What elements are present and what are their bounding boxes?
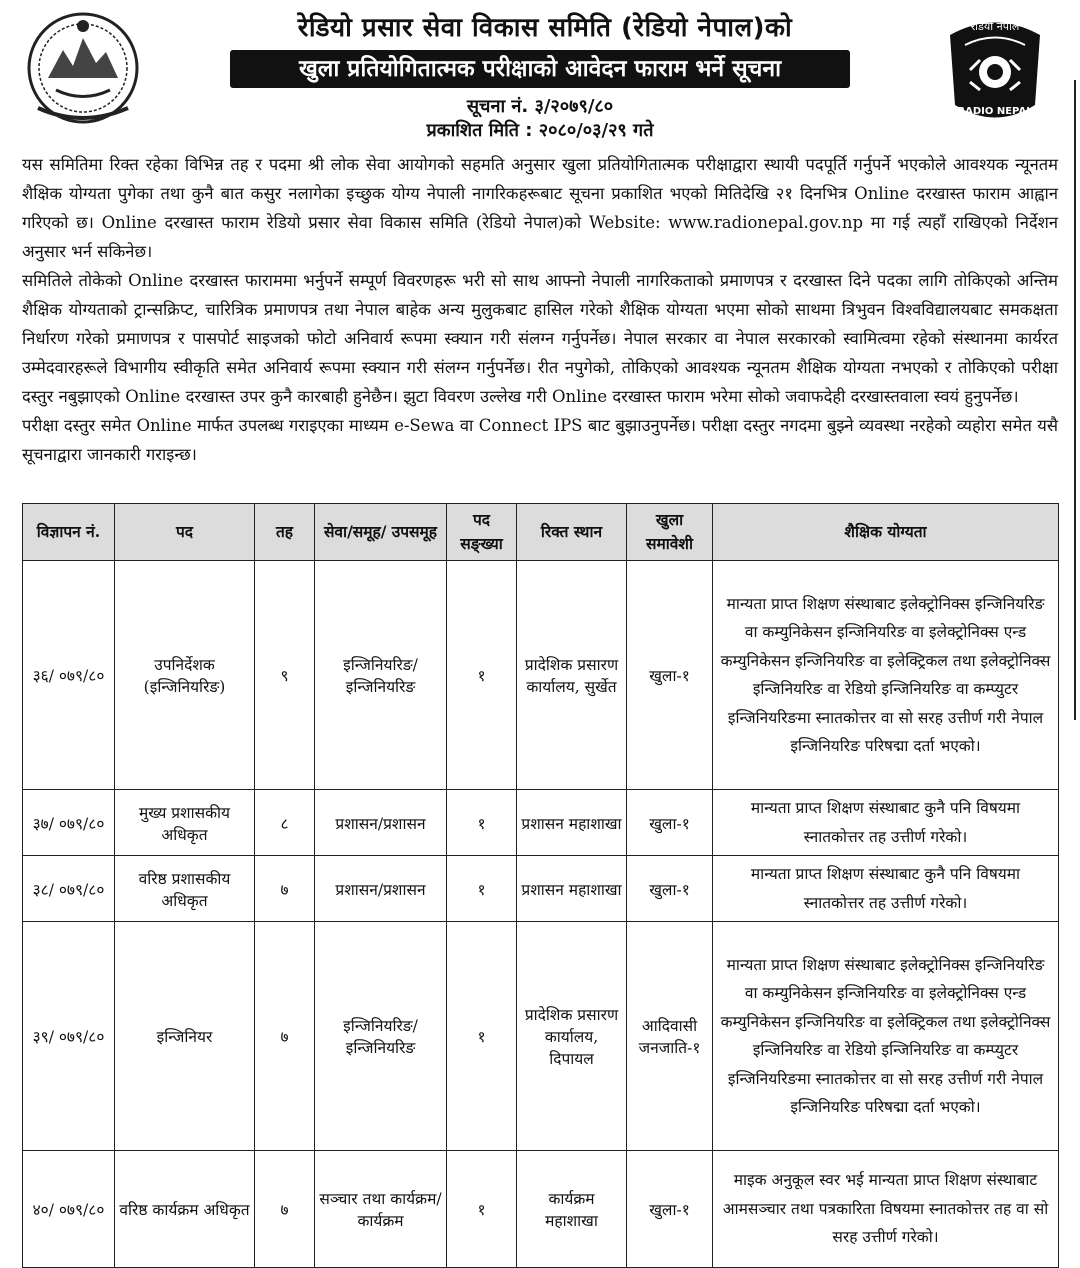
location: कार्यक्रम महाशाखा xyxy=(517,1151,627,1268)
table-row xyxy=(23,561,1059,790)
table-header-row xyxy=(23,504,1059,561)
table-row xyxy=(23,922,1059,1151)
col-post: पद xyxy=(115,504,255,561)
open-inclusive: खुला-१ xyxy=(627,790,713,856)
ad-number: ४०/ ०७९/८० xyxy=(23,1151,115,1268)
col-qualification: शैक्षिक योग्यता xyxy=(713,504,1059,561)
location: प्रशासन महाशाखा xyxy=(517,856,627,922)
qualification: माइक अनुकूल स्वर भई मान्यता प्राप्त शिक्षण संस्थाबाट आमसञ्चार तथा पत्रकारिता विषयमा स्नातकोत्तर तह वा सो सरह उत्तीर्ण गरेको। xyxy=(713,1151,1059,1268)
table-row xyxy=(23,856,1059,922)
ad-number: ३७/ ०७९/८० xyxy=(23,790,115,856)
open-inclusive: खुला-१ xyxy=(627,561,713,790)
notice-number: सूचना नं. ३/२०७९/८० xyxy=(466,96,614,117)
level: ७ xyxy=(255,856,315,922)
notice-title: खुला प्रतियोगितात्मक परीक्षाको आवेदन फाराम भर्ने सूचना xyxy=(230,50,850,88)
qualification: मान्यता प्राप्त शिक्षण संस्थाबाट कुनै पनि विषयमा स्नातकोत्तर तह उत्तीर्ण गरेको। xyxy=(713,790,1059,856)
notice-body xyxy=(22,150,1058,469)
open-inclusive: आदिवासी जनजाति-१ xyxy=(627,922,713,1151)
vacancy-table xyxy=(22,503,1059,1268)
post: वरिष्ठ प्रशासकीय अधिकृत xyxy=(115,856,255,922)
notice-header xyxy=(0,0,1080,150)
level: ७ xyxy=(255,1151,315,1268)
published-date: प्रकाशित मिति : २०८०/०३/२९ गते xyxy=(426,120,654,141)
ad-number: ३८/ ०७९/८० xyxy=(23,856,115,922)
ad-number: ३९/ ०७९/८० xyxy=(23,922,115,1151)
col-location: रिक्त स्थान xyxy=(517,504,627,561)
col-open-inclusive: खुला समावेशी xyxy=(627,504,713,561)
logo-text-bottom: RADIO NEPAL xyxy=(957,106,1033,117)
col-count: पद सङ्ख्या xyxy=(447,504,517,561)
service: सञ्चार तथा कार्यक्रम/ कार्यक्रम xyxy=(315,1151,447,1268)
col-service: सेवा/समूह/ उपसमूह xyxy=(315,504,447,561)
col-ad-number: विज्ञापन नं. xyxy=(23,504,115,561)
table-row xyxy=(23,790,1059,856)
location: प्रादेशिक प्रसारण कार्यालय, सुर्खेत xyxy=(517,561,627,790)
qualification: मान्यता प्राप्त शिक्षण संस्थाबाट कुनै पनि विषयमा स्नातकोत्तर तह उत्तीर्ण गरेको। xyxy=(713,856,1059,922)
location: प्रादेशिक प्रसारण कार्यालय, दिपायल xyxy=(517,922,627,1151)
qualification: मान्यता प्राप्त शिक्षण संस्थाबाट इलेक्ट्रोनिक्स इन्जिनियरिङ वा कम्युनिकेसन इन्जिनियरिङ वा इलेक्ट्रोनिक्स एन्ड कम्युनिकेसन इन्जिनियरिङ वा इलेक्ट्रिकल तथा इलेक्ट्रोनिक्स इन्जिनियरिङ वा रेडियो इन्जिनियरिङ वा कम्प्युटर इन्जिनियरिङमा स्नातकोत्तर वा सो सरह उत्तीर्ण गरी नेपाल इन्जिनियरिङ परिषद्मा दर्ता भएको। xyxy=(713,922,1059,1151)
service: प्रशासन/प्रशासन xyxy=(315,856,447,922)
count: १ xyxy=(447,790,517,856)
ad-number: ३६/ ०७९/८० xyxy=(23,561,115,790)
count: १ xyxy=(447,1151,517,1268)
service: इन्जिनियरिङ/ इन्जिनियरिङ xyxy=(315,922,447,1151)
service: इन्जिनियरिङ/ इन्जिनियरिङ xyxy=(315,561,447,790)
level: ९ xyxy=(255,561,315,790)
qualification: मान्यता प्राप्त शिक्षण संस्थाबाट इलेक्ट्रोनिक्स इन्जिनियरिङ वा कम्युनिकेसन इन्जिनियरिङ वा इलेक्ट्रोनिक्स एन्ड कम्युनिकेसन इन्जिनियरिङ वा इलेक्ट्रिकल तथा इलेक्ट्रोनिक्स इन्जिनियरिङ वा रेडियो इन्जिनियरिङ वा कम्प्युटर इन्जिनियरिङमा स्नातकोत्तर वा सो सरह उत्तीर्ण गरी नेपाल इन्जिनियरिङ परिषद्मा दर्ता भएको। xyxy=(713,561,1059,790)
level: ७ xyxy=(255,922,315,1151)
post: मुख्य प्रशासकीय अधिकृत xyxy=(115,790,255,856)
post: उपनिर्देशक (इन्जिनियरिङ) xyxy=(115,561,255,790)
count: १ xyxy=(447,856,517,922)
table-row xyxy=(23,1151,1059,1268)
open-inclusive: खुला-१ xyxy=(627,1151,713,1268)
org-title: रेडियो प्रसार सेवा विकास समिति (रेडियो नेपाल)को xyxy=(297,13,793,43)
nepal-emblem-icon xyxy=(18,8,148,128)
paragraph-2: समितिले तोकेको Online दरखास्त फाराममा भर्नुपर्ने सम्पूर्ण विवरणहरू भरी सो साथ आफ्नो नेपाली नागरिकताको प्रमाणपत्र र दरखास्त दिने पदका लागि तोकिएको अन्तिम शैक्षिक योग्यताको ट्रान्सक्रिप्ट, चारित्रिक प्रमाणपत्र तथा नेपाल बाहेक अन्य मुलुकबाट हासिल गरेको शैक्षिक योग्यता भएमा सोको साथमा त्रिभुवन विश्वविद्यालयबाट समकक्षता निर्धारण गरेको प्रमाणपत्र र पासपोर्ट साइजको फोटो अनिवार्य रूपमा स्क्यान गरी संलग्न गर्नुपर्नेछ। नेपाल सरकार वा नेपाल सरकारको स्वामित्वमा रहेको संस्थानमा कार्यरत उम्मेदवारहरूले विभागीय स्वीकृति समेत अनिवार्य रूपमा स्क्यान गरी संलग्न गर्नुपर्नेछ। रीत नपुगेको, तोकिएको आवश्यक न्यूनतम शैक्षिक योग्यता नभएको र तोकिएको परीक्षा दस्तुर नबुझाएको Online दरखास्त उपर कुनै कारबाही हुनेछैन। झुटा विवरण उल्लेख गरी Online दरखास्त फाराम भरेमा सोको जवाफदेही दरखास्तवाला स्वयं हुनुपर्नेछ। xyxy=(22,271,1058,406)
level: ८ xyxy=(255,790,315,856)
location: प्रशासन महाशाखा xyxy=(517,790,627,856)
page-edge-divider xyxy=(1074,80,1076,720)
paragraph-3: परीक्षा दस्तुर समेत Online मार्फत उपलब्ध गराइएका माध्यम e-Sewa वा Connect IPS बाट बुझाउनुपर्नेछ। परीक्षा दस्तुर नगदमा बुझ्ने व्यवस्था नरहेको व्यहोरा समेत यसै सूचनाद्वारा जानकारी गराइन्छ। xyxy=(22,416,1058,464)
count: १ xyxy=(447,922,517,1151)
post: वरिष्ठ कार्यक्रम अधिकृत xyxy=(115,1151,255,1268)
count: १ xyxy=(447,561,517,790)
paragraph-1: यस समितिमा रिक्त रहेका विभिन्न तह र पदमा श्री लोक सेवा आयोगको सहमति अनुसार खुला प्रतियोगितात्मक परीक्षाद्वारा स्थायी पदपूर्ति गर्नुपर्ने भएकोले आवश्यक न्यूनतम शैक्षिक योग्यता पुगेका तथा कुनै बात कसुर नलागेका इच्छुक योग्य नेपाली नागरिकहरूबाट सूचना प्रकाशित भएको मितिदेखि २१ दिनभित्र Online दरखास्त फाराम आह्वान गरिएको छ। Online दरखास्त फाराम रेडियो प्रसार सेवा विकास समिति (रेडियो नेपाल)को Website: www.radionepal.gov.np मा गई त्यहाँ राखिएको निर्देशन अनुसार भर्न सकिनेछ। xyxy=(22,155,1058,261)
logo-text-top: रेडियो नेपाल xyxy=(970,20,1020,33)
open-inclusive: खुला-१ xyxy=(627,856,713,922)
post: इन्जिनियर xyxy=(115,922,255,1151)
service: प्रशासन/प्रशासन xyxy=(315,790,447,856)
col-level: तह xyxy=(255,504,315,561)
radio-nepal-logo-icon xyxy=(940,10,1050,130)
